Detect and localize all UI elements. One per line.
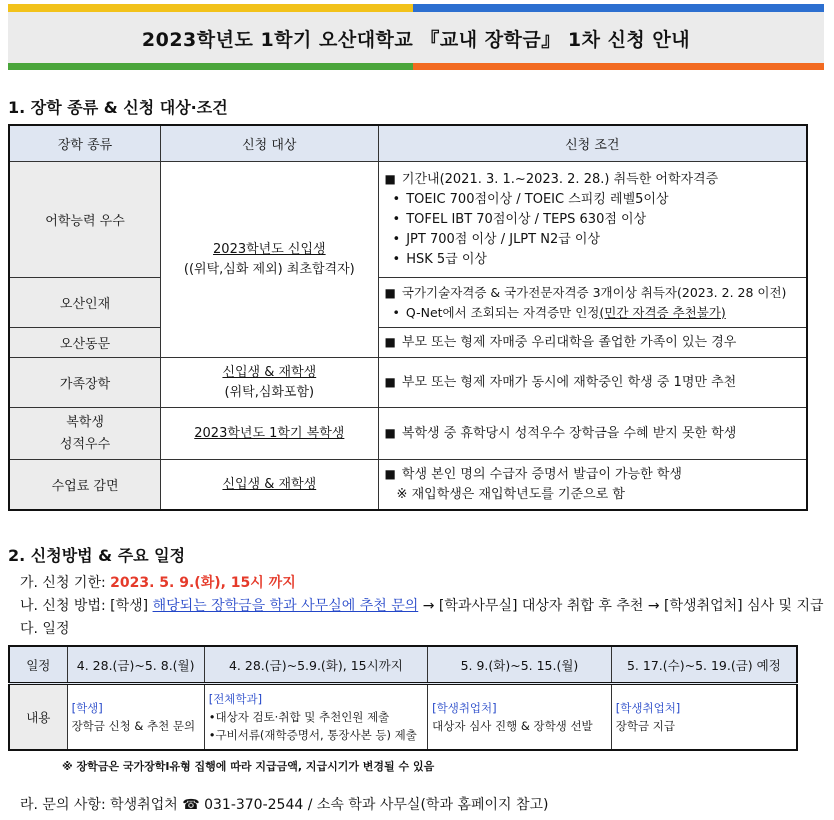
target-tuition: 신입생 & 재학생 [161, 460, 378, 511]
square-bullet-icon: ■ [384, 335, 396, 349]
section2-title: 2. 신청방법 & 주요 일정 [8, 546, 186, 565]
square-bullet-icon: ■ [384, 426, 396, 440]
target-freshman-line2: ((위탁,심화 제외) 최초합격자) [183, 261, 355, 277]
condition-language [378, 162, 807, 278]
content-2-line2: •구비서류(재학증명서, 통장사본 등) 제출 [208, 728, 417, 742]
table-row-returning [9, 408, 807, 460]
deadline-line [20, 572, 296, 592]
top-bar-blue [413, 4, 824, 12]
method-line [20, 595, 824, 615]
content-1-text: 장학금 신청 & 추천 문의 [71, 719, 196, 733]
header-target: 신청 대상 [161, 125, 378, 162]
schedule-content-3 [428, 684, 612, 751]
target-freshman-line1: 2023학년도 신입생 [213, 241, 326, 257]
condition-tuition [378, 460, 807, 511]
top-color-bar [8, 4, 824, 12]
deadline-value: 2023. 5. 9.(화), 15시 까지 [110, 575, 296, 591]
cond-family-text: 부모 또는 형제 자매가 동시에 재학중인 학생 중 1명만 추천 [401, 375, 737, 390]
table-row-osan-talent [9, 278, 807, 328]
target-family [161, 358, 378, 408]
top-bar-yellow [8, 4, 413, 12]
square-bullet-icon: ■ [384, 172, 396, 186]
category-osan-talent: 오산인재 [9, 278, 161, 328]
deadline-label: 가. 신청 기한: [20, 575, 111, 591]
schedule-content-2 [204, 684, 427, 751]
condition-osan-talent [378, 278, 807, 328]
cond-alumni-text: 부모 또는 형제 자매중 우리대학을 졸업한 가족이 있는 경우 [401, 335, 737, 350]
target-returning: 2023학년도 1학기 복학생 [161, 408, 378, 460]
category-returning-line2: 성적우수 [59, 436, 111, 452]
category-alumni: 오산동문 [9, 328, 161, 358]
schedule-content-1 [67, 684, 204, 751]
schedule-label: 다. 일정 [20, 621, 70, 637]
schedule-content-label: 내용 [9, 684, 67, 751]
schedule-note: ※ 장학금은 국가장학Ⅰ유형 집행에 따라 지급금액, 지급시기가 변경될 수 있음 [62, 760, 435, 773]
list-item: • HSK 5급 이상 [385, 250, 800, 270]
contact-line: 라. 문의 사항: 학생취업처 ☎ 031-370-2544 / 소속 학과 사무실(학과 홈페이지 참고) [20, 797, 549, 813]
table-header-row [9, 125, 807, 162]
list-item: • TOFEL IBT 70점이상 / TEPS 630점 이상 [385, 210, 800, 230]
category-language: 어학능력 우수 [9, 162, 161, 278]
method-rest: → [학과사무실] 대상자 취합 후 추천 → [학생취업처] 심사 및 지급 [418, 598, 824, 614]
method-label: 나. 신청 방법: [학생] [20, 598, 153, 614]
bottom-bar-green [8, 63, 413, 70]
schedule-content-row [9, 684, 797, 751]
schedule-date-4: 5. 17.(수)~5. 19.(금) 예정 [611, 646, 797, 684]
list-item: • JPT 700점 이상 / JLPT N2급 이상 [385, 230, 800, 250]
square-bullet-icon: ■ [384, 285, 396, 300]
tag-student-affairs: [학생취업처] [432, 701, 497, 715]
section1-title: 1. 장학 종류 & 신청 대상·조건 [8, 98, 228, 117]
content-3-text: 대상자 심사 진행 & 장학생 선발 [432, 719, 593, 733]
table-row-alumni [9, 328, 807, 358]
cond-language-title: 기간내(2021. 3. 1.~2023. 2. 28.) 취득한 어학자격증 [401, 172, 719, 187]
scholarship-table [8, 124, 808, 511]
condition-alumni [378, 328, 807, 358]
table-row-tuition [9, 460, 807, 511]
schedule-date-3: 5. 9.(화)~5. 15.(월) [428, 646, 612, 684]
title-banner [8, 12, 824, 65]
qnet-text: Q-Net에서 조회되는 자격증만 인정 [405, 304, 600, 320]
cond-returning-text: 복학생 중 휴학당시 성적우수 장학금을 수혜 받지 못한 학생 [401, 426, 737, 441]
schedule-date-2: 4. 28.(금)~5.9.(화), 15시까지 [204, 646, 427, 684]
category-family: 가족장학 [9, 358, 161, 408]
table-row-language [9, 162, 807, 278]
schedule-table [8, 645, 798, 751]
page-title: 2023학년도 1학기 오산대학교 『교내 장학금』 1차 신청 안내 [141, 29, 691, 51]
content-4-text: 장학금 지급 [615, 719, 675, 733]
tag-student: [학생] [71, 701, 103, 715]
table-row-family [9, 358, 807, 408]
qnet-underlined: (민간 자격증 추천불가) [599, 304, 726, 320]
category-returning-line1: 복학생 [66, 414, 104, 430]
cond-tuition-text: 학생 본인 명의 수급자 증명서 발급이 가능한 학생 [401, 467, 682, 482]
category-returning [9, 408, 161, 460]
schedule-date-1: 4. 28.(금)~5. 8.(월) [67, 646, 204, 684]
square-bullet-icon: ■ [384, 467, 396, 481]
condition-family [378, 358, 807, 408]
target-freshman [161, 162, 378, 358]
schedule-date-row [9, 646, 797, 684]
tag-student-affairs: [학생취업처] [615, 701, 681, 715]
cond-tuition-note: ※ 재입학생은 재입학년도를 기준으로 함 [396, 487, 625, 502]
target-family-line2: (위탁,심화포함) [224, 384, 315, 400]
tag-all-departments: [전체학과] [208, 692, 263, 706]
list-item [385, 303, 800, 323]
header-category: 장학 종류 [9, 125, 161, 162]
list-item: • TOEIC 700점이상 / TOEIC 스피킹 레벨5이상 [385, 190, 800, 210]
method-link[interactable]: 해당되는 장학금을 학과 사무실에 추천 문의 [152, 598, 419, 614]
schedule-content-4 [611, 684, 797, 751]
content-2-line1: •대상자 검토·취합 및 추천인원 제출 [208, 710, 390, 724]
schedule-date-label: 일정 [9, 646, 67, 684]
target-family-line1: 신입생 & 재학생 [222, 364, 317, 380]
cond-osan-talent-title: 국가기술자격증 & 국가전문자격증 3개이상 취득자(2023. 2. 28 이전) [401, 284, 787, 300]
category-tuition: 수업료 감면 [9, 460, 161, 511]
square-bullet-icon: ■ [384, 375, 396, 389]
bottom-color-bar [8, 63, 824, 70]
header-condition: 신청 조건 [378, 125, 807, 162]
condition-returning [378, 408, 807, 460]
bottom-bar-orange [413, 63, 824, 70]
